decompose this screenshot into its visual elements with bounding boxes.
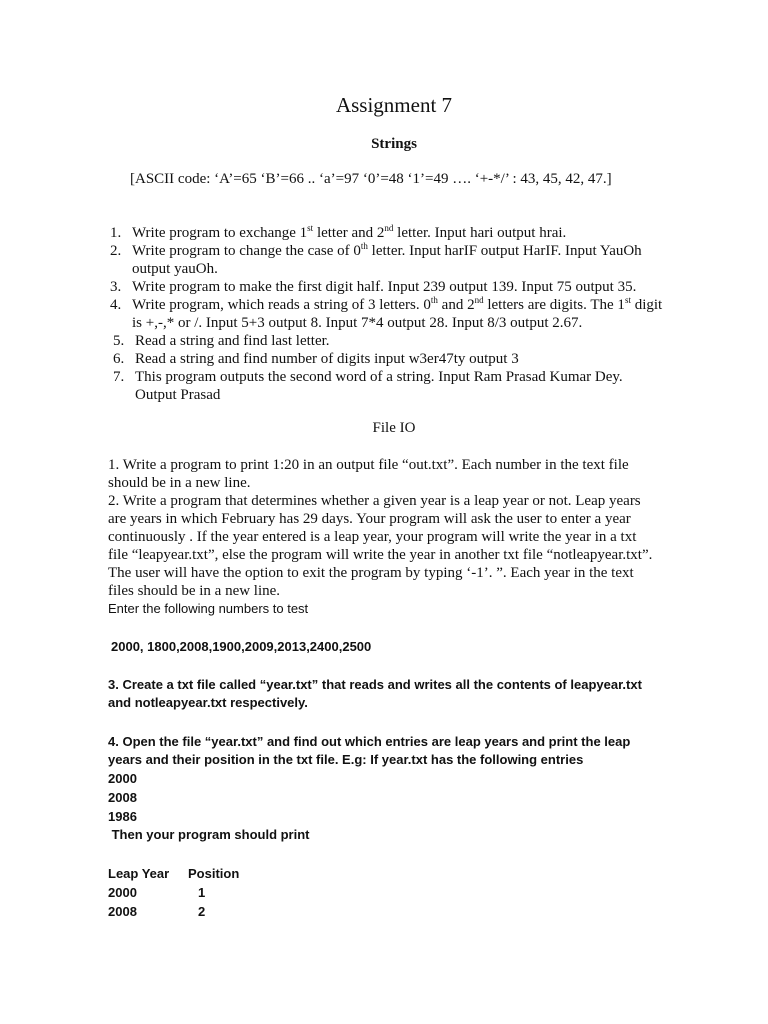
table-row-position: 2 [198, 904, 206, 919]
list-item-number: 5. [113, 333, 125, 349]
fileio-heading: File IO [372, 420, 416, 436]
list-item-number: 1. [110, 225, 122, 241]
list-item-number: 7. [113, 369, 125, 385]
table-row-year: 2008 [108, 904, 137, 919]
list-item-number: 6. [113, 351, 125, 367]
then-print-line: Then your program should print [108, 827, 310, 842]
file-item-4-line1: 4. Open the file “year.txt” and find out which entries are leap years and print the leap [108, 734, 631, 749]
entry-line: 2008 [108, 790, 137, 805]
ascii-note: [ASCII code: ‘A’=65 ‘B’=66 .. ‘a’=97 ‘0’=48 ‘1’=49 …. ‘+-*/’ : 43, 45, 42, 47.] [130, 171, 612, 187]
list-item-text: Read a string and find number of digits input w3er47ty output 3 [135, 351, 519, 367]
file-item-3-line1: 3. Create a txt file called “year.txt” that reads and writes all the contents of leapyear.txt [108, 677, 642, 692]
strings-heading: Strings [371, 136, 417, 152]
list-item-text: Write program to change the case of 0th letter. Input harIF output HarIF. Input YauOh output yauOh. [132, 241, 642, 277]
table-header-position: Position [188, 866, 240, 881]
file-item-4-line2: years and their position in the txt file. E.g: If year.txt has the following entries [108, 752, 584, 767]
list-item-text: Write program, which reads a string of 3 letters. 0th and 2nd letters are digits. The 1st digit is +,-,* or /. Input 5+3 output 8. Input 7*4 output 28. Input 8/3 output 2.67. [132, 295, 663, 331]
entry-line: 2000 [108, 771, 137, 786]
list-item-text: Read a string and find last letter. [135, 333, 330, 349]
table-row-position: 1 [198, 885, 206, 900]
table-row-year: 2000 [108, 885, 137, 900]
list-item-number: 3. [110, 279, 122, 295]
file-item-1: 1. Write a program to print 1:20 in an output file “out.txt”. Each number in the text file should be in a new line. [108, 457, 629, 491]
list-item-number: 2. [110, 243, 122, 259]
enter-test-label: Enter the following numbers to test [108, 601, 309, 616]
file-item-3-line2: and notleapyear.txt respectively. [108, 695, 308, 710]
table-header-year: Leap Year [108, 866, 170, 881]
list-item-text: Write program to make the first digit half. Input 239 output 139. Input 75 output 35. [132, 279, 637, 295]
file-item-2: 2. Write a program that determines whether a given year is a leap year or not. Leap years are years in which February has 29 days. Your program will ask the user to enter a year continuously . If the year entered is a leap year, your program will write the year in a txt file “leapyear.txt”, else the program will write the year in another txt file “notleapyear.txt”. The user will have the option to exit the program by typing ‘-1’. ”. Each year in the text files should be in a new line. [108, 493, 653, 599]
page-title: Assignment 7 [335, 93, 453, 117]
list-item-text: Write program to exchange 1st letter and 2nd letter. Input hari output hrai. [132, 223, 567, 241]
list-item-text: This program outputs the second word of a string. Input Ram Prasad Kumar Dey. Output Prasad [135, 369, 623, 403]
list-item-number: 4. [110, 297, 122, 313]
test-numbers: 2000, 1800,2008,1900,2009,2013,2400,2500 [111, 639, 372, 654]
entry-line: 1986 [108, 809, 137, 824]
